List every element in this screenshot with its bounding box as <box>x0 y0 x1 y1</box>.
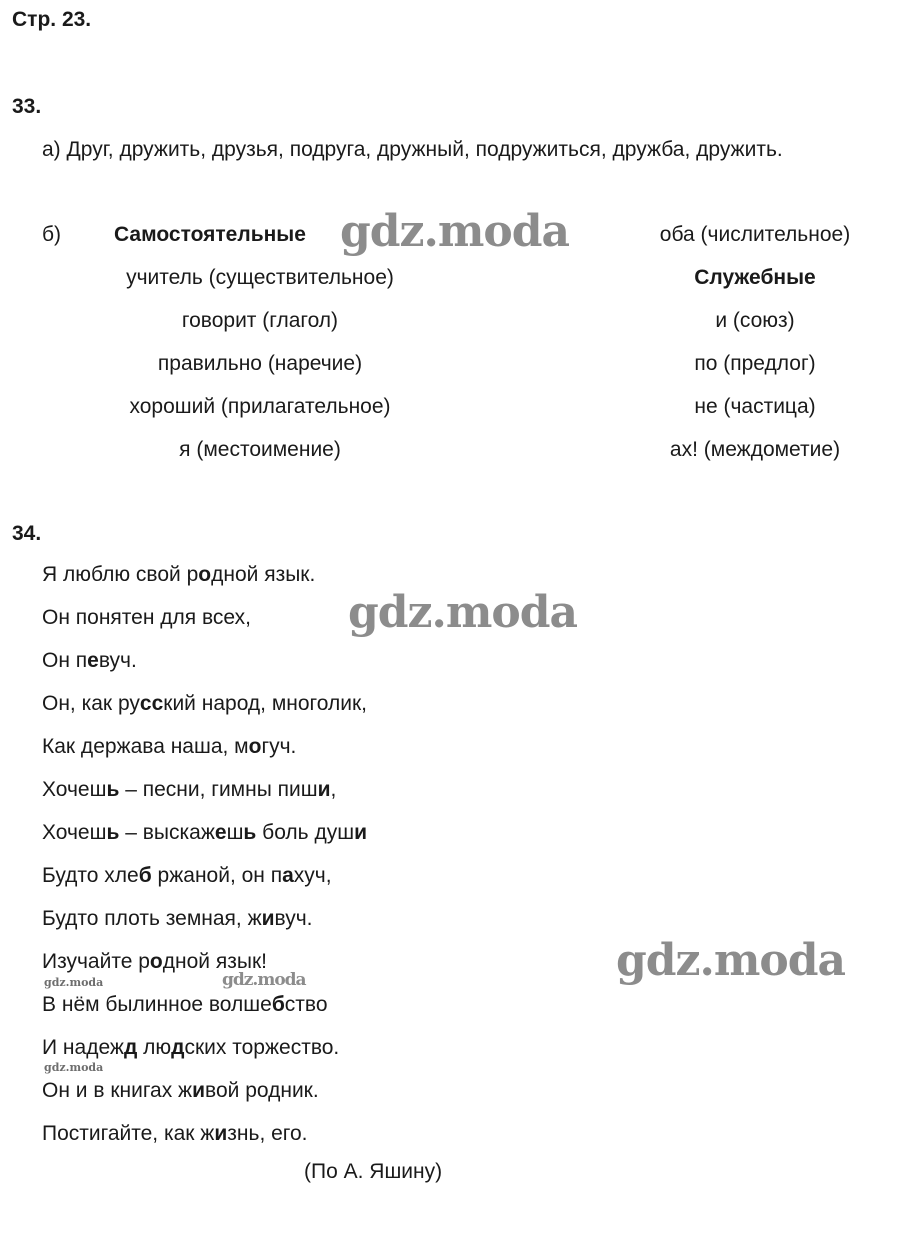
poem-text: ржаной, он п <box>151 864 283 887</box>
auxiliary-header: Служебные <box>694 266 816 289</box>
highlighted-letter: ь <box>106 778 120 801</box>
highlighted-letter: б <box>271 993 285 1016</box>
highlighted-letter: о <box>248 735 262 758</box>
poem-line <box>42 563 315 587</box>
poem-text: Будто плоть земная, ж <box>42 907 262 930</box>
part-a-label: а) <box>42 138 61 161</box>
highlighted-letter: сс <box>139 692 164 715</box>
poem-line <box>42 993 328 1017</box>
auxiliary-word-item: ах! (междометие) <box>669 438 841 461</box>
highlighted-letter: ь <box>243 821 257 844</box>
highlighted-letter: ь <box>106 821 120 844</box>
poem-text: – песни, гимны пиш <box>119 778 318 801</box>
poem-text: вуч. <box>98 649 137 672</box>
independent-word-item: учитель (существительное) <box>126 266 394 289</box>
independent-word-item: правильно (наречие) <box>157 352 363 375</box>
watermark-logo: gdz.moda <box>616 935 846 986</box>
poem-text: В нём былинное волше <box>42 993 272 1016</box>
poem-text: лю <box>137 1036 172 1059</box>
highlighted-letter: д <box>123 1036 138 1059</box>
poem-text: боль душ <box>256 821 355 844</box>
poem-text: вой родник. <box>205 1079 319 1102</box>
poem-text: Будто хле <box>42 864 139 887</box>
watermark-small: gdz.moda <box>44 1061 104 1074</box>
highlighted-letter: и <box>214 1122 228 1145</box>
watermark-small: gdz.moda <box>44 976 104 989</box>
poem-text: Он понятен для всех, <box>42 606 251 629</box>
poem-text: Постигайте, как ж <box>42 1122 215 1145</box>
highlighted-letter: а <box>282 864 294 887</box>
poem-text: ских торжество. <box>184 1036 340 1059</box>
poem-line <box>42 1079 319 1103</box>
auxiliary-word-item: не (частица) <box>694 395 816 418</box>
poem-text: Он и в книгах ж <box>42 1079 193 1102</box>
auxiliary-word-item: по (предлог) <box>694 352 816 375</box>
highlighted-letter: и <box>354 821 367 844</box>
poem-line <box>42 692 367 716</box>
poem-text: ство <box>284 993 328 1016</box>
poem-line <box>42 1122 308 1146</box>
part-b-label: б) <box>42 223 62 246</box>
highlighted-letter: о <box>198 563 212 586</box>
poem-line <box>42 1036 339 1060</box>
poem-text: И надеж <box>42 1036 124 1059</box>
poem-text: гуч. <box>261 735 297 758</box>
poem-author: (По А. Яшину) <box>304 1160 443 1183</box>
poem-text: Как держава наша, м <box>42 735 249 758</box>
watermark-logo: gdz.moda <box>340 206 570 257</box>
poem-text: Он, как ру <box>42 692 140 715</box>
poem-text: хуч, <box>293 864 332 887</box>
auxiliary-word-item: и (союз) <box>715 309 795 332</box>
independent-word-item: говорит (глагол) <box>181 309 339 332</box>
highlighted-letter: д <box>171 1036 185 1059</box>
poem-text: – выскаж <box>119 821 215 844</box>
poem-line <box>42 821 367 845</box>
poem-text: Хочеш <box>42 821 107 844</box>
highlighted-letter: е <box>87 649 99 672</box>
highlighted-letter: е <box>214 821 227 844</box>
poem-text: , <box>330 778 337 801</box>
exercise-33-part-a <box>42 138 783 162</box>
poem-text: Хочеш <box>42 778 107 801</box>
poem-line <box>42 649 137 673</box>
page-title: Стр. 23. <box>12 8 92 31</box>
poem-line <box>42 778 336 802</box>
poem-text: дной язык. <box>211 563 316 586</box>
poem-line <box>42 735 296 759</box>
highlighted-letter: о <box>149 950 163 973</box>
highlighted-letter: и <box>261 907 275 930</box>
poem-text: Он п <box>42 649 88 672</box>
numeral-word: оба (числительное) <box>659 223 851 246</box>
highlighted-letter: и <box>192 1079 206 1102</box>
independent-word-item: я (местоимение) <box>179 438 341 461</box>
poem-text: дной язык! <box>162 950 267 973</box>
poem-text: ш <box>226 821 244 844</box>
poem-text: Я люблю свой р <box>42 563 199 586</box>
poem-text: Изучайте р <box>42 950 150 973</box>
poem-text: знь, его. <box>227 1122 308 1145</box>
watermark-medium: gdz.moda <box>222 970 306 990</box>
part-a-text: Друг, дружить, друзья, подруга, дружный, подружиться, дружба, дружить. <box>66 138 783 161</box>
poem-line <box>42 907 313 931</box>
poem-line <box>42 864 332 888</box>
highlighted-letter: б <box>138 864 152 887</box>
exercise-34-number: 34. <box>12 522 42 545</box>
exercise-33-number: 33. <box>12 95 42 118</box>
independent-word-item: хороший (прилагательное) <box>129 395 391 418</box>
poem-text: вуч. <box>274 907 313 930</box>
independent-header: Самостоятельные <box>114 223 306 246</box>
poem-text: кий народ, многолик, <box>163 692 367 715</box>
poem-line <box>42 606 251 630</box>
highlighted-letter: и <box>317 778 331 801</box>
watermark-logo: gdz.moda <box>348 587 578 638</box>
